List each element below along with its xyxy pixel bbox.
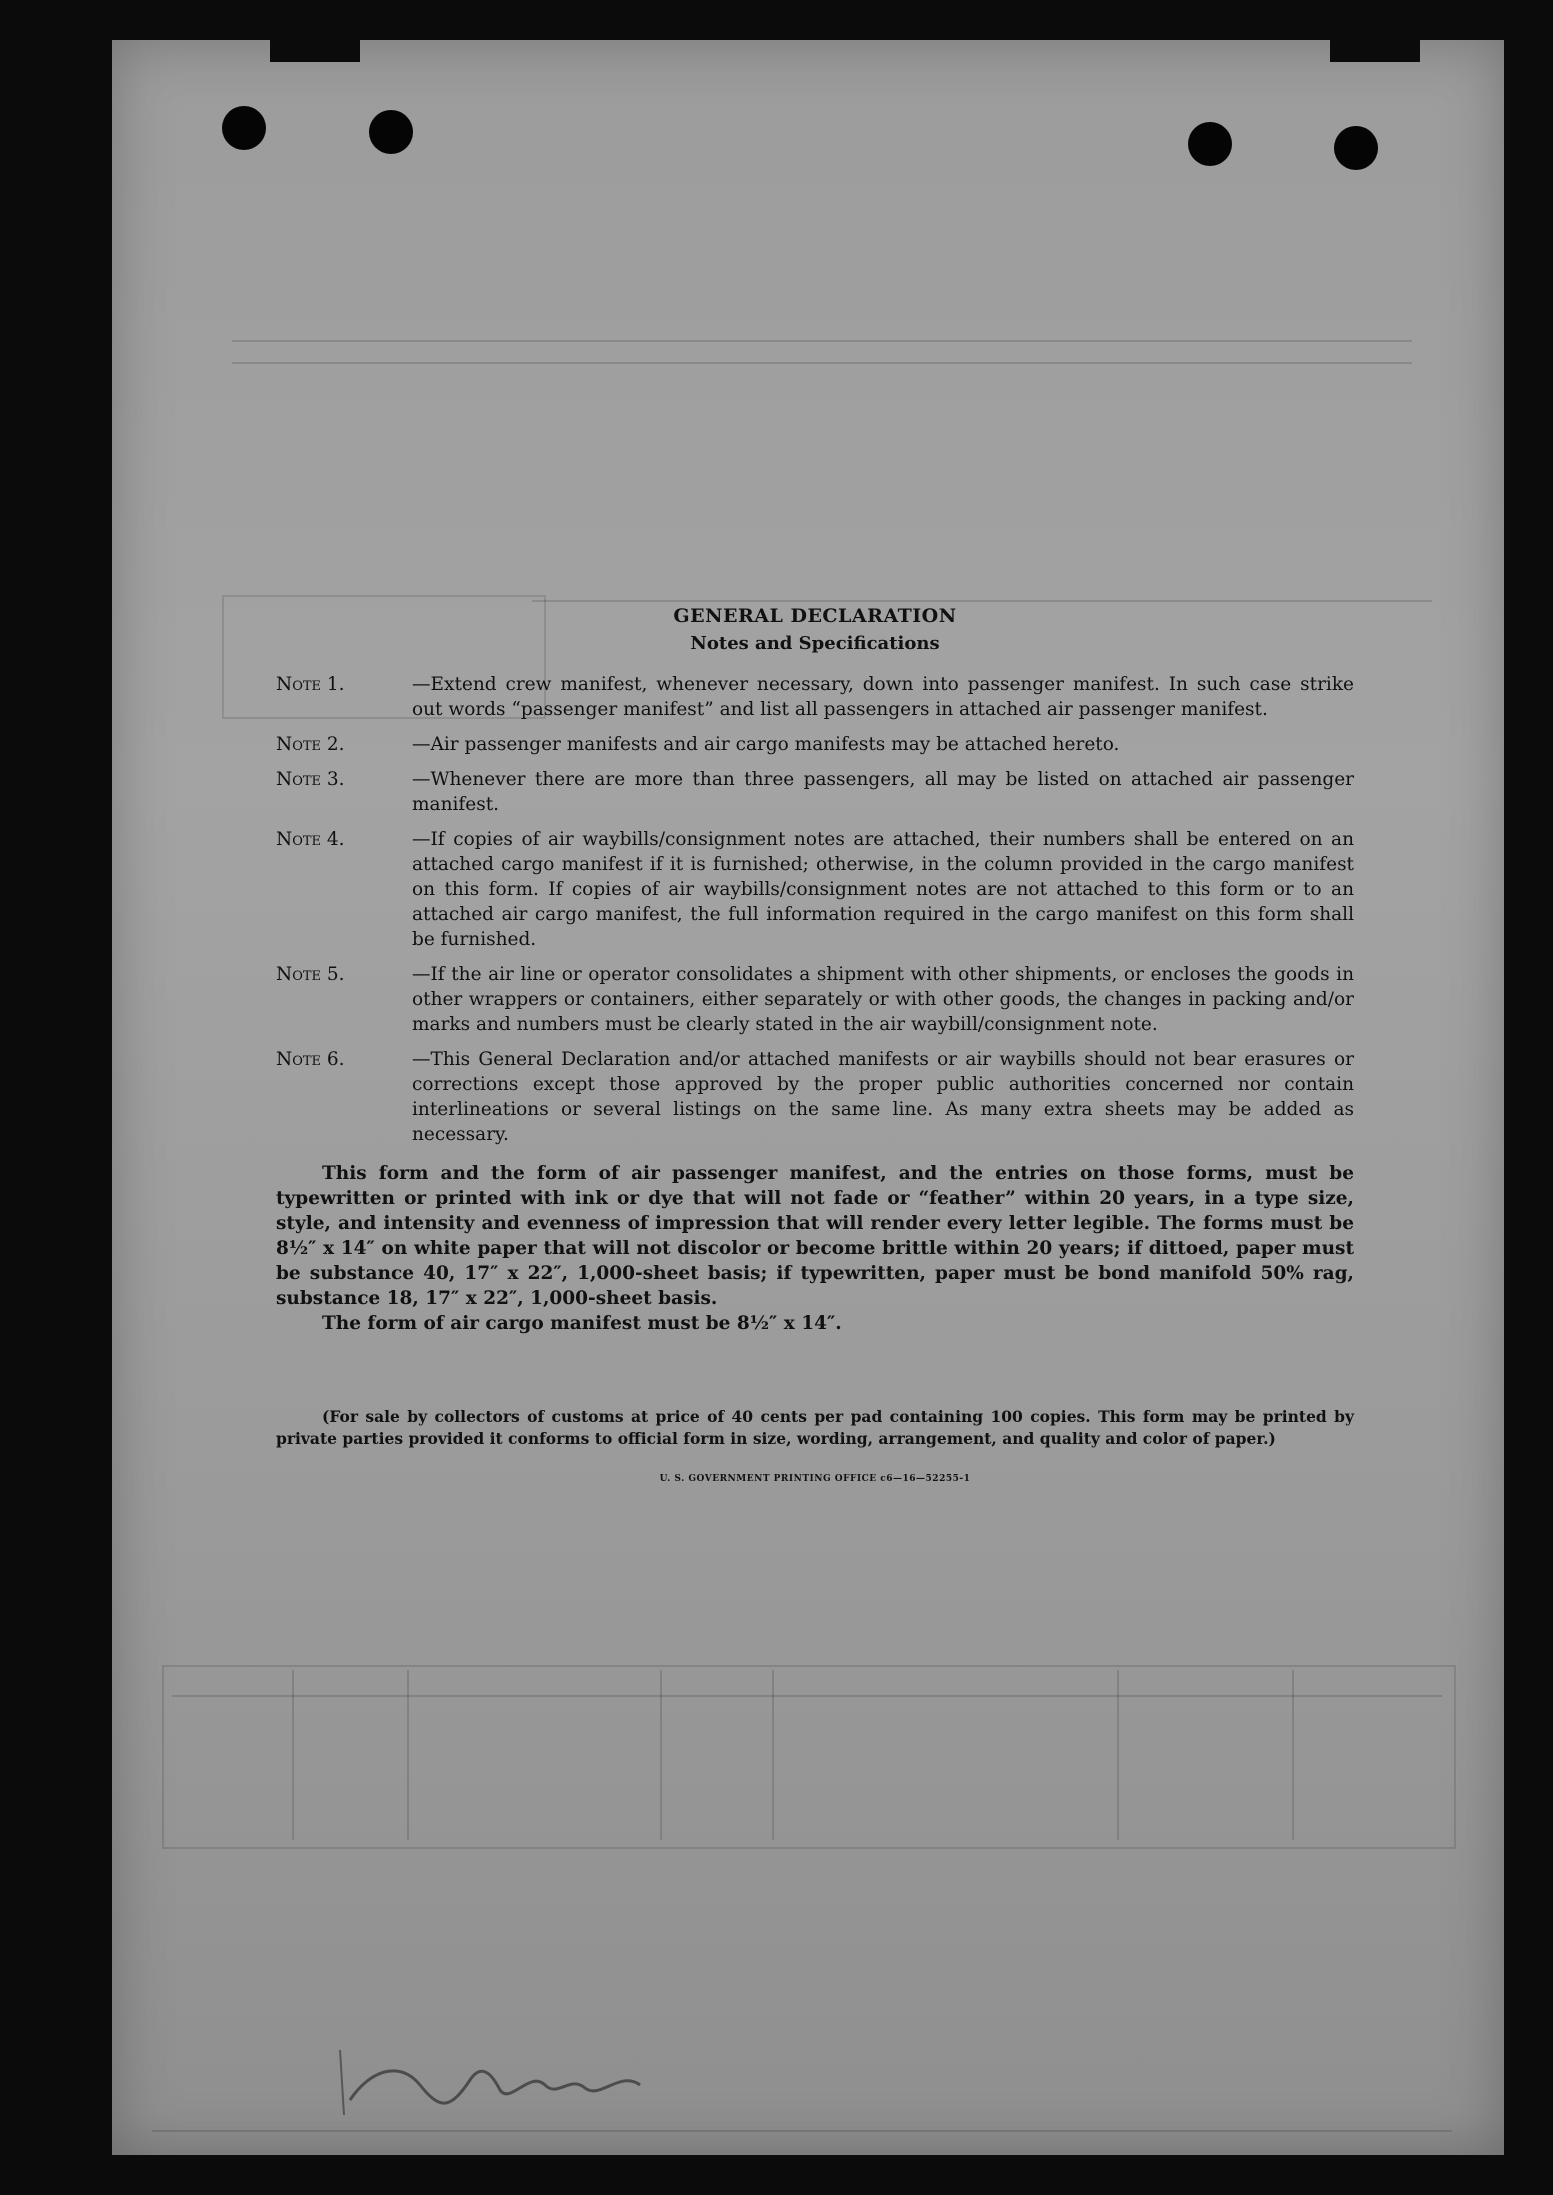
- note-label: Note 2.: [276, 734, 345, 755]
- bleed-through-line: [772, 1670, 774, 1840]
- bleed-through-line: [232, 340, 1412, 342]
- bleed-through-line: [407, 1670, 409, 1840]
- specification-text: This form and the form of air passenger manifest, and the entries on those forms, must be typewritten or printed with ink or dye that will not fade or “feather” within 20 years, in a type size, style, and intensity and evenness of impression that will render every letter legible. The forms must be 8½″ x 14″ on white paper that will not discolor or become brittle within 20 years; if dittoed, paper must be substance 40, 17″ x 22″, 1,000-sheet basis; if typewritten, paper must be bond manifold 50% rag, substance 18, 17″ x 22″, 1,000-sheet basis.: [276, 1163, 1354, 1309]
- note-text: —If copies of air waybills/consignment notes are attached, their numbers shall be entered on an attached cargo manifest if it is furnished; otherwise, in the column provided in the cargo manifest on this form. If copies of air waybills/consignment notes are not attached to this form or to an attached air cargo manifest, the full information required in the cargo manifest on this form shall be furnished.: [412, 829, 1354, 950]
- sale-notice-text: (For sale by collectors of customs at price of 40 cents per pad containing 100 copies. This form may be printed by private parties provided it conforms to official form in size, wording, arrangement, and quality and color of paper.): [276, 1407, 1354, 1448]
- bleed-through-line: [1292, 1670, 1294, 1840]
- declaration-notes: [276, 605, 1354, 1484]
- bleed-through-line: [172, 1695, 1442, 1697]
- bleed-through-line: [232, 362, 1412, 364]
- punch-hole: [369, 110, 413, 154]
- document-title: GENERAL DECLARATION: [673, 605, 957, 627]
- bleed-through-line: [152, 2130, 1452, 2132]
- paper-edge-notch: [1330, 32, 1420, 62]
- note-3: [276, 767, 1354, 817]
- note-6: [276, 1047, 1354, 1147]
- cargo-form-size: The form of air cargo manifest must be 8½″ x 14″.: [322, 1313, 842, 1334]
- note-2: [276, 732, 1354, 757]
- note-label: Note 4.: [276, 829, 345, 850]
- specification-paragraph: [276, 1161, 1354, 1311]
- paper-edge-notch: [270, 32, 360, 62]
- note-4: [276, 827, 1354, 952]
- note-text: —This General Declaration and/or attached manifests or air waybills should not bear erasures or corrections except those approved by the proper public authorities concerned nor contain interlineations or several listings on the same line. As many extra sheets may be added as necessary.: [412, 1049, 1354, 1145]
- bleed-through-line: [660, 1670, 662, 1840]
- note-label: Note 5.: [276, 964, 345, 985]
- handwritten-signature: [330, 2030, 690, 2120]
- note-text: —Air passenger manifests and air cargo manifests may be attached hereto.: [412, 734, 1120, 755]
- note-text: —If the air line or operator consolidates a shipment with other shipments, or encloses the goods in other wrappers or containers, either separately or with other goods, the changes in packing and/or marks and numbers must be clearly stated in the air waybill/consignment note.: [412, 964, 1354, 1035]
- printing-office-line: U. S. GOVERNMENT PRINTING OFFICE c6—16—52255-1: [659, 1474, 971, 1484]
- note-text: —Extend crew manifest, whenever necessary, down into passenger manifest. In such case strike out words “passenger manifest” and list all passengers in attached air passenger manifest.: [412, 674, 1354, 720]
- note-text: —Whenever there are more than three passengers, all may be listed on attached air passenger manifest.: [412, 769, 1354, 815]
- punch-hole: [1334, 126, 1378, 170]
- punch-hole: [1188, 122, 1232, 166]
- note-label: Note 3.: [276, 769, 345, 790]
- bleed-through-line: [1117, 1670, 1119, 1840]
- note-1: [276, 672, 1354, 722]
- note-label: Note 6.: [276, 1049, 345, 1070]
- note-5: [276, 962, 1354, 1037]
- bleed-through-table: [162, 1665, 1456, 1849]
- bleed-through-line: [292, 1670, 294, 1840]
- punch-hole: [222, 106, 266, 150]
- note-label: Note 1.: [276, 674, 345, 695]
- bleed-through-line: [532, 600, 1432, 602]
- sale-notice: [276, 1406, 1354, 1450]
- document-subtitle: Notes and Specifications: [690, 633, 940, 654]
